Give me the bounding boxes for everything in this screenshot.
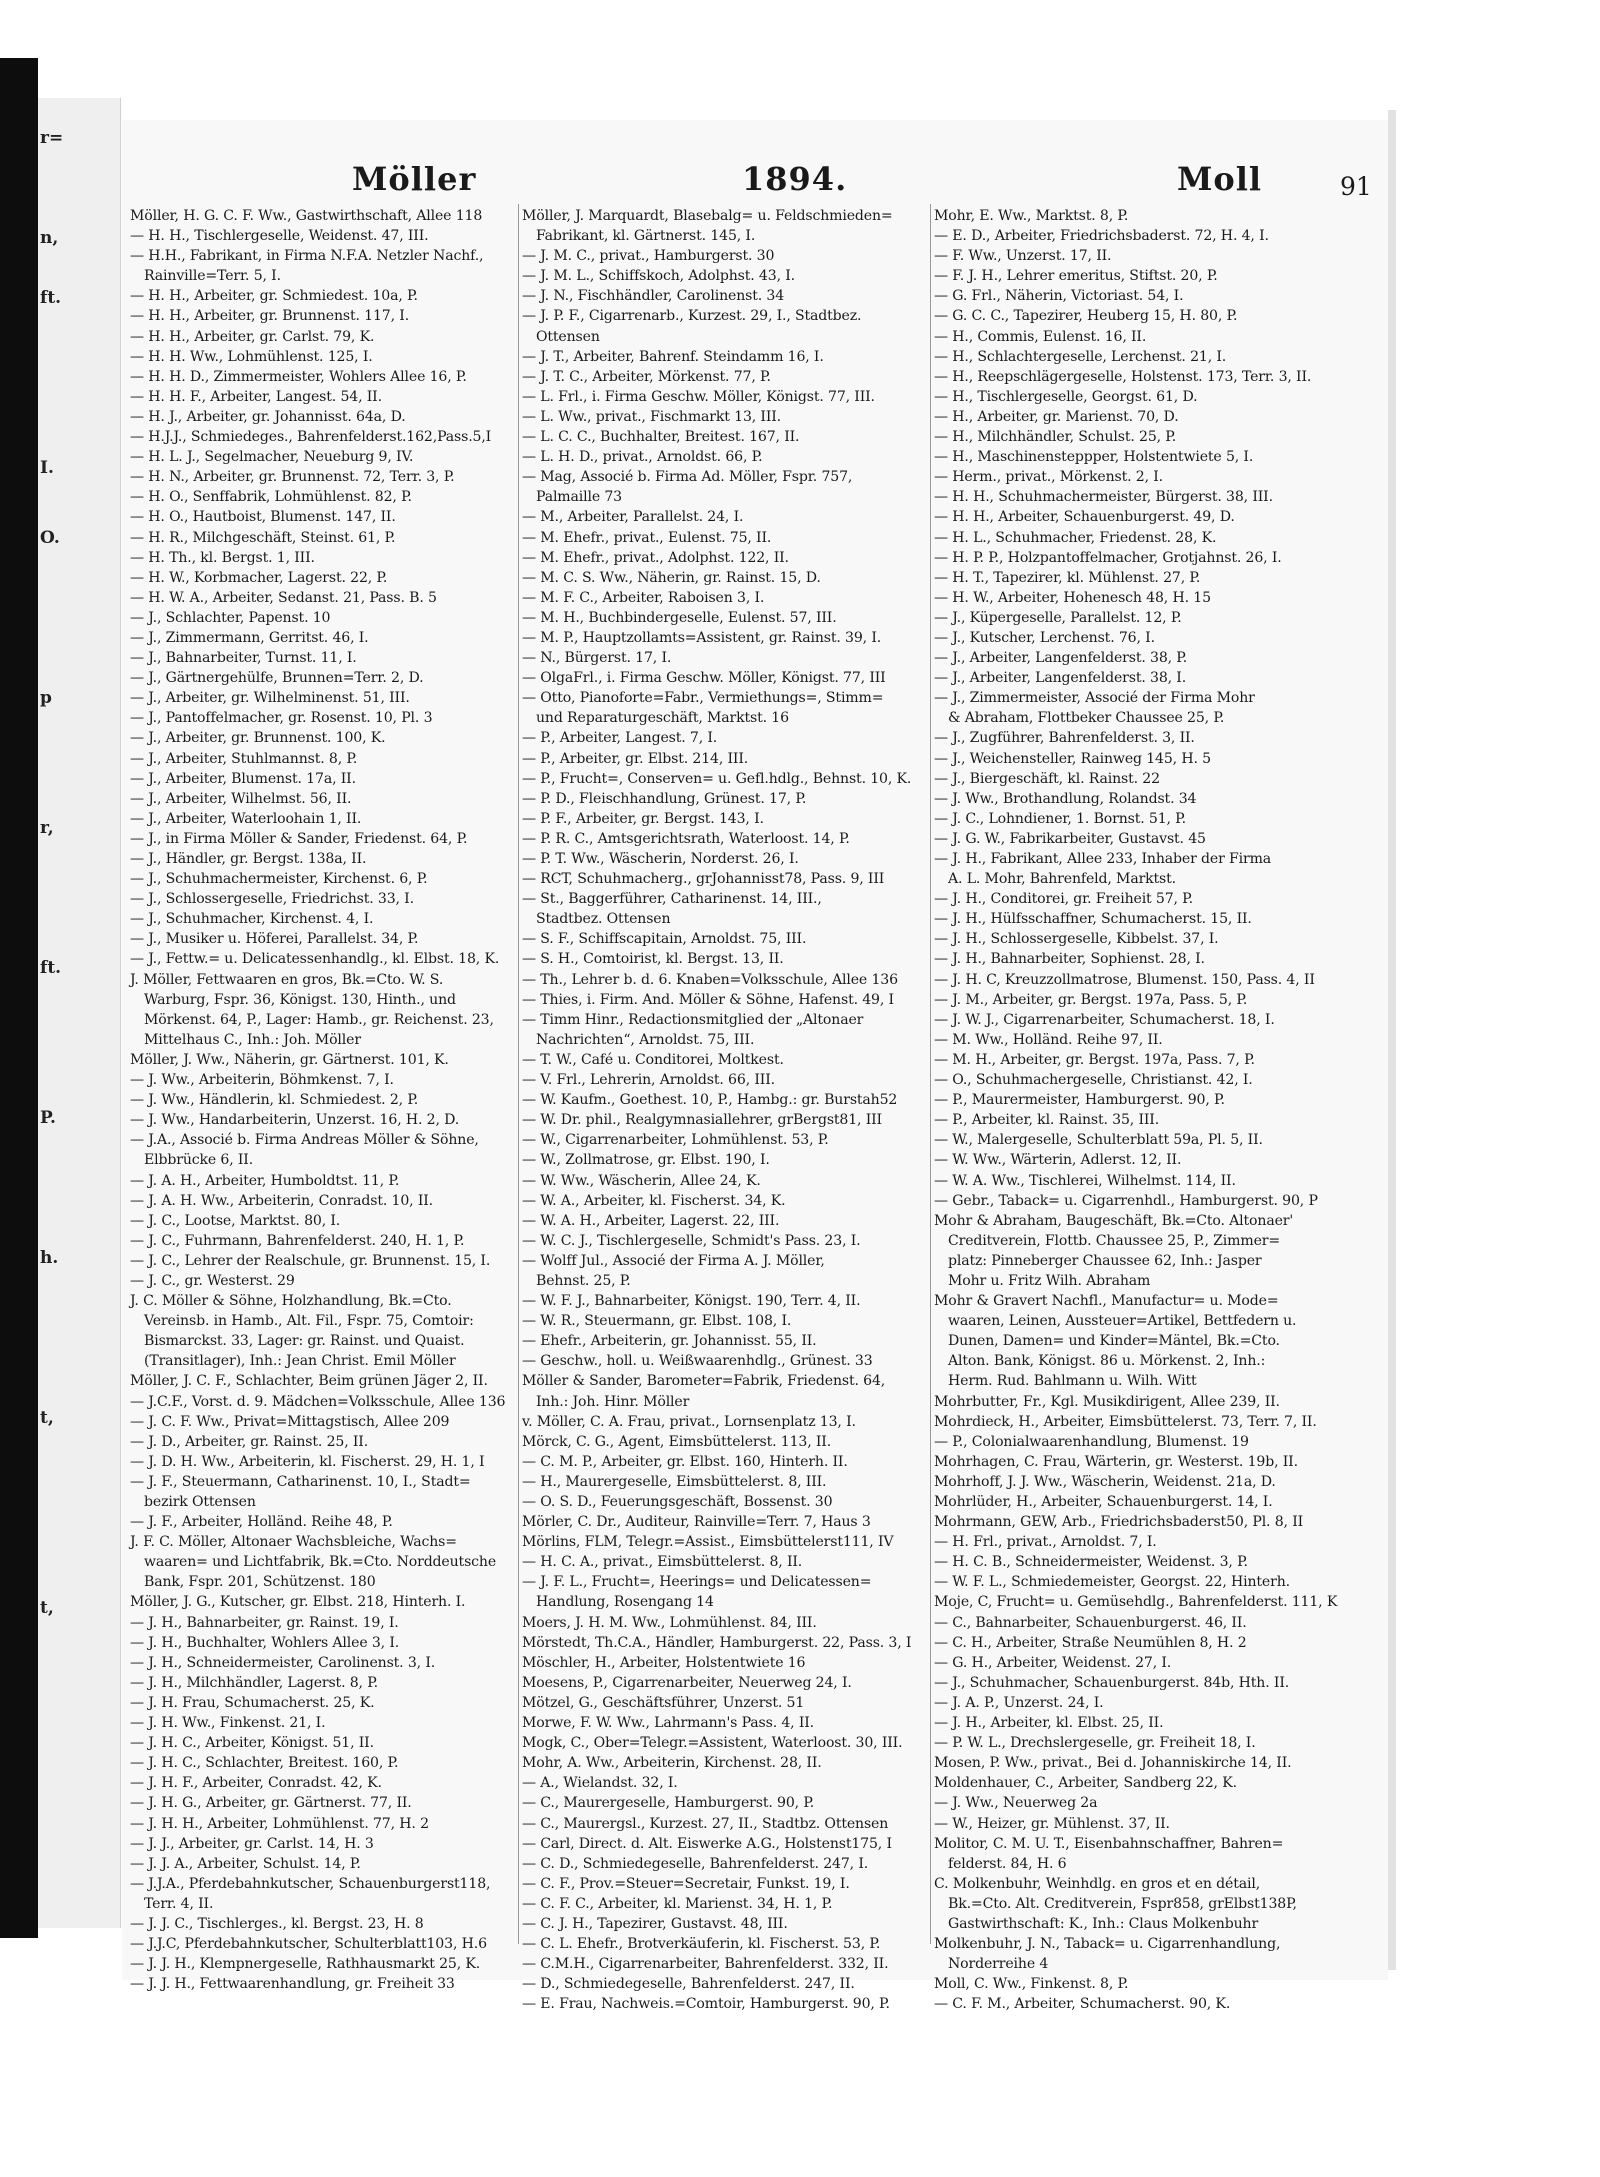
directory-entry: — J. Ww., Händlerin, kl. Schmiedest. 2, P.	[130, 1092, 419, 1109]
directory-entry: — J. H., Conditorei, gr. Freiheit 57, P.	[934, 891, 1193, 908]
directory-entry: — T. W., Café u. Conditorei, Moltkest.	[522, 1051, 784, 1068]
directory-entry: Dunen, Damen= und Kinder=Mäntel, Bk.=Cto.	[948, 1333, 1280, 1350]
directory-entry: Mörlins, FLM, Telegr.=Assist., Eimsbüttelerst111, IV	[522, 1534, 894, 1551]
directory-entry: Ottensen	[536, 328, 600, 345]
directory-entry: — H., Arbeiter, gr. Marienst. 70, D.	[934, 408, 1179, 425]
directory-entry: — Otto, Pianoforte=Fabr., Vermiethungs=, Stimm=	[522, 690, 884, 707]
directory-entry: — W. A. H., Arbeiter, Lagerst. 22, III.	[522, 1212, 780, 1229]
directory-entry: — Geschw., holl. u. Weißwaarenhdlg., Grünest. 33	[522, 1353, 873, 1370]
directory-entry: — J. H., Buchhalter, Wohlers Allee 3, I.	[130, 1634, 400, 1651]
directory-entry: — W. F. L., Schmiedemeister, Georgst. 22, Hinterh.	[934, 1574, 1290, 1591]
directory-entry: — J., Fettw.= u. Delicatessenhandlg., kl. Elbst. 18, K.	[130, 951, 500, 968]
directory-entry: — J., Schlachter, Papenst. 10	[130, 609, 331, 626]
directory-entry: — J. H., Arbeiter, kl. Elbst. 25, II.	[934, 1715, 1164, 1732]
directory-entry: — J., Arbeiter, Blumenst. 17a, II.	[130, 770, 356, 787]
directory-entry: Bismarckst. 33, Lager: gr. Rainst. und Quaist.	[144, 1333, 465, 1350]
directory-entry: — H. L. J., Segelmacher, Neueburg 9, IV.	[130, 449, 414, 466]
directory-entry: — RCT, Schuhmacherg., grJohannisst78, Pass. 9, III	[522, 871, 885, 888]
directory-entry: — J., Zimmermeister, Associé der Firma Mohr	[934, 690, 1255, 707]
directory-entry: — C. F., Prov.=Steuer=Secretair, Funkst. 19, I.	[522, 1875, 850, 1892]
directory-entry: — J. T., Arbeiter, Bahrenf. Steindamm 16, I.	[522, 348, 824, 365]
directory-entry: — C. F. C., Arbeiter, kl. Marienst. 34, H. 1, P.	[522, 1895, 833, 1912]
directory-entry: Molitor, C. M. U. T., Eisenbahnschaffner, Bahren=	[934, 1835, 1284, 1852]
directory-entry: — J. F., Arbeiter, Holländ. Reihe 48, P.	[130, 1514, 393, 1531]
directory-entry: — H. H., Arbeiter, gr. Schmiedest. 10a, P.	[130, 288, 418, 305]
directory-entry: — H. R., Milchgeschäft, Steinst. 61, P.	[130, 529, 396, 546]
directory-entry: — J. H., Bahnarbeiter, Sophienst. 28, I.	[934, 951, 1205, 968]
directory-entry: — J., Arbeiter, gr. Wilhelminenst. 51, III.	[130, 690, 410, 707]
directory-entry: Mohrlüder, H., Arbeiter, Schauenburgerst. 14, I.	[934, 1494, 1273, 1510]
directory-entry: — J., Arbeiter, Wilhelmst. 56, II.	[130, 790, 352, 807]
directory-entry: — J. Ww., Handarbeiterin, Unzerst. 16, H. 2, D.	[130, 1112, 460, 1129]
directory-entry: — S. H., Comtoirist, kl. Bergst. 13, II.	[522, 951, 784, 968]
directory-entry: — J. C., Lootse, Marktst. 80, I.	[130, 1212, 341, 1229]
directory-entry: — J.A., Associé b. Firma Andreas Möller & Söhne,	[130, 1132, 479, 1149]
directory-entry: Möller, H. G. C. F. Ww., Gastwirthschaft, Allee 118	[130, 208, 483, 224]
directory-entry: — E. D., Arbeiter, Friedrichsbaderst. 72, H. 4, I.	[934, 228, 1269, 245]
directory-entry: — C. J. H., Tapezirer, Gustavst. 48, III.	[522, 1915, 788, 1932]
directory-entry: — H. H., Arbeiter, gr. Carlst. 79, K.	[130, 328, 375, 345]
directory-entry: — J. M., Arbeiter, gr. Bergst. 197a, Pass. 5, P.	[934, 991, 1248, 1008]
directory-entry: — J., Küpergeselle, Parallelst. 12, P.	[934, 609, 1182, 626]
directory-entry: J. F. C. Möller, Altonaer Wachsbleiche, Wachs=	[130, 1534, 457, 1551]
directory-entry: Mörkenst. 64, P., Lager: Hamb., gr. Reichenst. 23,	[144, 1011, 494, 1028]
previous-page-fragment: n,	[40, 228, 59, 248]
directory-entry: — H. C. A., privat., Eimsbüttelerst. 8, II.	[522, 1554, 803, 1571]
directory-entry: — J. H. C., Schlachter, Breitest. 160, P.	[130, 1755, 399, 1772]
page-edge	[1388, 110, 1396, 1970]
directory-entry: Möller & Sander, Barometer=Fabrik, Friedenst. 64,	[522, 1373, 886, 1390]
directory-entry: — J. A. H. Ww., Arbeiterin, Conradst. 10, II.	[130, 1192, 433, 1209]
directory-entry: — J., Arbeiter, Waterloohain 1, II.	[130, 810, 362, 827]
directory-entry: — J., Arbeiter, Langenfelderst. 38, I.	[934, 670, 1187, 687]
directory-entry: — H. H. D., Zimmermeister, Wohlers Allee 16, P.	[130, 368, 467, 385]
directory-entry: — J., Schlossergeselle, Friedrichst. 33, I.	[130, 891, 414, 908]
directory-entry: — J. H., Schlossergeselle, Kibbelst. 37, I.	[934, 931, 1219, 948]
directory-entry: — C. D., Schmiedegeselle, Bahrenfelderst. 247, I.	[522, 1855, 869, 1872]
directory-entry: Morwe, F. W. Ww., Lahrmann's Pass. 4, II.	[522, 1715, 815, 1732]
directory-entry: Bk.=Cto. Alt. Creditverein, Fspr858, grElbst138P,	[948, 1895, 1297, 1912]
directory-entry: Moll, C. Ww., Finkenst. 8, P.	[934, 1976, 1129, 1993]
directory-entry: — G. Frl., Näherin, Victoriast. 54, I.	[934, 288, 1184, 305]
directory-entry: — E. Frau, Nachweis.=Comtoir, Hamburgerst. 90, P.	[522, 1996, 890, 2013]
directory-entry: Moers, J. H. M. Ww., Lohmühlenst. 84, III.	[522, 1614, 817, 1631]
directory-entry: Terr. 4, II.	[144, 1895, 214, 1912]
directory-entry: — J. J. C., Tischlerges., kl. Bergst. 23, H. 8	[130, 1915, 424, 1932]
directory-entry: — H. C. B., Schneidermeister, Weidenst. 3, P.	[934, 1554, 1248, 1571]
directory-entry: — H.J.J., Schmiedeges., Bahrenfelderst.162,Pass.5,I	[130, 429, 492, 446]
directory-entry: — W. Dr. phil., Realgymnasiallehrer, grBergst81, III	[522, 1112, 882, 1129]
directory-entry: Moldenhauer, C., Arbeiter, Sandberg 22, K.	[934, 1775, 1237, 1792]
directory-entry: — H. Frl., privat., Arnoldst. 7, I.	[934, 1534, 1157, 1551]
directory-entry: Mohr & Abraham, Baugeschäft, Bk.=Cto. Altonaer'	[934, 1212, 1294, 1229]
directory-entry: — J., Bahnarbeiter, Turnst. 11, I.	[130, 650, 357, 667]
directory-entry: — G. C. C., Tapezirer, Heuberg 15, H. 80, P.	[934, 308, 1238, 325]
directory-entry: — J. Ww., Brothandlung, Rolandst. 34	[934, 790, 1197, 807]
directory-entry: — H., Maschinensteppper, Holstentwiete 5, I.	[934, 449, 1254, 466]
directory-entry: — H., Tischlergeselle, Georgst. 61, D.	[934, 388, 1198, 405]
directory-entry: — H. H. F., Arbeiter, Langest. 54, II.	[130, 388, 382, 405]
directory-entry: — H., Reepschlägergeselle, Holstenst. 173, Terr. 3, II.	[934, 368, 1312, 385]
directory-entry: — J. C., Fuhrmann, Bahrenfelderst. 240, H. 1, P.	[130, 1232, 465, 1249]
directory-entry: — J. H. C, Kreuzzollmatrose, Blumenst. 150, Pass. 4, II	[934, 971, 1315, 988]
directory-entry: Handlung, Rosengang 14	[536, 1594, 714, 1611]
directory-entry: — J., Kutscher, Lerchenst. 76, I.	[934, 629, 1155, 646]
directory-entry: und Reparaturgeschäft, Marktst. 16	[536, 710, 789, 727]
scanner-border	[0, 58, 38, 1938]
directory-entry: — J. H. H., Arbeiter, Lohmühlenst. 77, H. 2	[130, 1815, 429, 1832]
directory-entry: Mohr, A. Ww., Arbeiterin, Kirchenst. 28, II.	[522, 1755, 822, 1772]
directory-entry: — P., Colonialwaarenhandlung, Blumenst. 19	[934, 1433, 1249, 1450]
directory-entry: — Carl, Direct. d. Alt. Eiswerke A.G., Holstenst175, I	[522, 1835, 892, 1852]
directory-entry: — H. O., Senffabrik, Lohmühlenst. 82, P.	[130, 489, 412, 506]
directory-entry: (Transitlager), Inh.: Jean Christ. Emil Möller	[144, 1353, 456, 1370]
directory-entry: Mohrhagen, C. Frau, Wärterin, gr. Westerst. 19b, II.	[934, 1453, 1298, 1470]
directory-entry: — J. M. L., Schiffskoch, Adolphst. 43, I.	[522, 268, 795, 285]
directory-entry: Mörstedt, Th.C.A., Händler, Hamburgerst. 22, Pass. 3, I	[522, 1634, 912, 1651]
directory-entry: — J. J. A., Arbeiter, Schulst. 14, P.	[130, 1855, 361, 1872]
directory-entry: — J., Musiker u. Höferei, Parallelst. 34, P.	[130, 931, 419, 948]
directory-entry: — J. F., Steuermann, Catharinenst. 10, I., Stadt=	[130, 1473, 471, 1490]
directory-entry: platz: Pinneberger Chaussee 62, Inh.: Jasper	[948, 1252, 1262, 1269]
directory-entry: — W. F. J., Bahnarbeiter, Königst. 190, Terr. 4, II.	[522, 1293, 861, 1310]
directory-entry: — O. S. D., Feuerungsgeschäft, Bossenst. 30	[522, 1494, 833, 1510]
directory-entry: — OlgaFrl., i. Firma Geschw. Möller, Königst. 77, III	[522, 670, 886, 687]
directory-entry: & Abraham, Flottbeker Chaussee 25, P.	[948, 710, 1225, 727]
directory-entry: Möller, J. C. F., Schlachter, Beim grünen Jäger 2, II.	[130, 1373, 488, 1390]
directory-entry: — Mag, Associé b. Firma Ad. Möller, Fspr. 757,	[522, 469, 853, 486]
directory-entry: Mohrmann, GEW, Arb., Friedrichsbaderst50, Pl. 8, II	[934, 1514, 1304, 1531]
directory-entry: Möller, J. Marquardt, Blasebalg= u. Feldschmieden=	[522, 208, 893, 224]
directory-entry: — Gebr., Taback= u. Cigarrenhdl., Hamburgerst. 90, P	[934, 1192, 1318, 1209]
directory-entry: — L. Frl., i. Firma Geschw. Möller, Königst. 77, III.	[522, 388, 875, 405]
directory-entry: — J. C. F. Ww., Privat=Mittagstisch, Allee 209	[130, 1413, 450, 1430]
directory-entry: Creditverein, Flottb. Chaussee 25, P., Zimmer=	[948, 1232, 1281, 1249]
directory-entry: — C., Maurergeselle, Hamburgerst. 90, P.	[522, 1795, 815, 1812]
directory-entry: — J. J. H., Klempnergeselle, Rathhausmarkt 25, K.	[130, 1956, 481, 1973]
directory-page	[122, 120, 1388, 2013]
directory-entry: — F. J. H., Lehrer emeritus, Stiftst. 20, P.	[934, 268, 1218, 285]
directory-entry: — P., Frucht=, Conserven= u. Gefl.hdlg., Behnst. 10, K.	[522, 770, 912, 787]
directory-entry: Möschler, H., Arbeiter, Holstentwiete 16	[522, 1654, 806, 1671]
directory-entry: — J. H., Hülfsschaffner, Schumacherst. 15, II.	[934, 911, 1252, 928]
directory-entry: — Th., Lehrer b. d. 6. Knaben=Volksschule, Allee 136	[522, 971, 898, 988]
directory-entry: — H. H., Schuhmachermeister, Bürgerst. 38, III.	[934, 489, 1273, 506]
directory-entry: — J., Schuhmacher, Kirchenst. 4, I.	[130, 911, 374, 928]
directory-entry: — J., Biergeschäft, kl. Rainst. 22	[934, 770, 1160, 787]
column-3	[934, 206, 1360, 2013]
directory-entry: — H. T., Tapezirer, kl. Mühlenst. 27, P.	[934, 569, 1201, 586]
directory-entry: — W., Zollmatrose, gr. Elbst. 190, I.	[522, 1152, 770, 1169]
directory-entry: Mogk, C., Ober=Telegr.=Assistent, Waterloost. 30, III.	[522, 1735, 903, 1752]
directory-entry: Palmaille 73	[536, 489, 623, 506]
directory-entry: C. Molkenbuhr, Weinhdlg. en gros et en détail,	[934, 1875, 1261, 1892]
directory-entry: — H. O., Hautboist, Blumenst. 147, II.	[130, 509, 396, 526]
directory-entry: — L. Ww., privat., Fischmarkt 13, III.	[522, 408, 781, 425]
page-number: 91	[1340, 172, 1372, 201]
directory-entry: — W. R., Steuermann, gr. Elbst. 108, I.	[522, 1313, 792, 1330]
directory-entry: — H. J., Arbeiter, gr. Johannisst. 64a, D.	[130, 408, 406, 425]
directory-entry: — P., Arbeiter, kl. Rainst. 35, III.	[934, 1112, 1160, 1129]
directory-entry: Alton. Bank, Königst. 86 u. Mörkenst. 2, Inh.:	[948, 1353, 1266, 1370]
directory-entry: — M. Ehefr., privat., Eulenst. 75, II.	[522, 529, 772, 546]
directory-entry: — H. H., Tischlergeselle, Weidenst. 47, III.	[130, 228, 429, 245]
directory-entry: Gastwirthschaft: K., Inh.: Claus Molkenbuhr	[948, 1915, 1259, 1932]
directory-entry: Mohrhoff, J. J. Ww., Wäscherin, Weidenst. 21a, D.	[934, 1473, 1276, 1490]
directory-entry: — G. H., Arbeiter, Weidenst. 27, I.	[934, 1654, 1172, 1671]
directory-entry: — J., Zugführer, Bahrenfelderst. 3, II.	[934, 730, 1195, 747]
directory-entry: — J. H., Schneidermeister, Carolinenst. 3, I.	[130, 1654, 436, 1671]
directory-entry: bezirk Ottensen	[144, 1494, 256, 1510]
directory-entry: — H. W., Arbeiter, Hohenesch 48, H. 15	[934, 589, 1211, 606]
directory-entry: — M. H., Arbeiter, gr. Bergst. 197a, Pass. 7, P.	[934, 1051, 1255, 1068]
directory-entry: — H., Milchhändler, Schulst. 25, P.	[934, 429, 1177, 446]
directory-entry: Herm. Rud. Bahlmann u. Wilh. Witt	[948, 1373, 1197, 1390]
directory-entry: — W. Ww., Wärterin, Adlerst. 12, II.	[934, 1152, 1182, 1169]
directory-entry: — J. N., Fischhändler, Carolinenst. 34	[522, 288, 785, 305]
previous-page-fragment: r,	[40, 818, 54, 838]
directory-entry: waaren, Leinen, Aussteuer=Artikel, Bettfedern u.	[948, 1313, 1297, 1330]
directory-entry: Mohr & Gravert Nachfl., Manufactur= u. Mode=	[934, 1293, 1279, 1310]
directory-entry: Möller, J. Ww., Näherin, gr. Gärtnerst. 101, K.	[130, 1051, 449, 1068]
directory-entry: — H. H., Arbeiter, gr. Brunnenst. 117, I.	[130, 308, 410, 325]
previous-page-fragment: I.	[40, 458, 54, 478]
directory-entry: — C., Maurergsl., Kurzest. 27, II., Stadtbz. Ottensen	[522, 1815, 889, 1832]
directory-entry: — J., in Firma Möller & Sander, Friedenst. 64, P.	[130, 830, 468, 847]
directory-entry: — J. J. H., Fettwaarenhandlung, gr. Freiheit 33	[130, 1976, 455, 1993]
previous-page-fragment: ft.	[40, 288, 62, 308]
directory-entry: Elbbrücke 6, II.	[144, 1152, 254, 1169]
directory-entry: Mörler, C. Dr., Auditeur, Rainville=Terr. 7, Haus 3	[522, 1514, 871, 1531]
directory-entry: — St., Baggerführer, Catharinenst. 14, III.,	[522, 891, 822, 908]
directory-entry: — J. C., gr. Westerst. 29	[130, 1272, 295, 1289]
directory-entry: Stadtbez. Ottensen	[536, 911, 671, 928]
directory-entry: — D., Schmiedegeselle, Bahrenfelderst. 247, II.	[522, 1976, 855, 1993]
directory-entry: — J. H. F., Arbeiter, Conradst. 42, K.	[130, 1775, 382, 1792]
column-1	[130, 206, 514, 1993]
directory-entry: — L. C. C., Buchhalter, Breitest. 167, II.	[522, 429, 800, 446]
directory-entry: — H. W., Korbmacher, Lagerst. 22, P.	[130, 569, 388, 586]
directory-entry: — J. D., Arbeiter, gr. Rainst. 25, II.	[130, 1433, 369, 1450]
directory-entry: Warburg, Fspr. 36, Königst. 130, Hinth., und	[144, 991, 456, 1008]
previous-page-fragment: r=	[40, 128, 64, 148]
directory-entry: — P. F., Arbeiter, gr. Bergst. 143, I.	[522, 810, 764, 827]
directory-entry: — J.J.C, Pferdebahnkutscher, Schulterblatt103, H.6	[130, 1936, 487, 1953]
directory-entry: — A., Wielandst. 32, I.	[522, 1775, 678, 1792]
directory-entry: — J., Arbeiter, Langenfelderst. 38, P.	[934, 650, 1188, 667]
directory-entry: — H.H., Fabrikant, in Firma N.F.A. Netzler Nachf.,	[130, 248, 484, 265]
directory-entry: — H., Commis, Eulenst. 16, II.	[934, 328, 1147, 345]
directory-entry: — Timm Hinr., Redactionsmitglied der „Altonaer	[522, 1011, 864, 1028]
previous-page-fragment: P.	[40, 1108, 56, 1128]
directory-entry: — J. C., Lohndiener, 1. Bornst. 51, P.	[934, 810, 1186, 827]
previous-page-fragment: ft.	[40, 958, 62, 978]
running-head-right: Moll	[1177, 160, 1263, 198]
directory-entry: — J., Zimmermann, Gerritst. 46, I.	[130, 629, 369, 646]
directory-entry: — W. A. Ww., Tischlerei, Wilhelmst. 114, II.	[934, 1172, 1236, 1189]
directory-entry: — C. F. M., Arbeiter, Schumacherst. 90, K.	[934, 1996, 1231, 2013]
directory-entry: — J. P. F., Cigarrenarb., Kurzest. 29, I., Stadtbez.	[522, 308, 862, 325]
directory-entry: Fabrikant, kl. Gärtnerst. 145, I.	[536, 228, 756, 245]
column-divider	[518, 204, 519, 1944]
column-divider	[930, 204, 931, 1944]
directory-entry: — Wolff Jul., Associé der Firma A. J. Möller,	[522, 1252, 825, 1269]
directory-entry: Mosen, P. Ww., privat., Bei d. Johanniskirche 14, II.	[934, 1755, 1292, 1772]
directory-entry: Mohr u. Fritz Wilh. Abraham	[948, 1272, 1151, 1289]
directory-entry: — M. H., Buchbindergeselle, Eulenst. 57, III.	[522, 609, 837, 626]
directory-entry: — J. G. W., Fabrikarbeiter, Gustavst. 45	[934, 830, 1206, 847]
directory-entry: — J. F. L., Frucht=, Heerings= und Delicatessen=	[522, 1574, 872, 1591]
directory-entry: Vereinsb. in Hamb., Alt. Fil., Fspr. 75, Comtoir:	[144, 1313, 474, 1330]
previous-page-fragment: h.	[40, 1248, 59, 1268]
directory-entry: Mohr, E. Ww., Marktst. 8, P.	[934, 208, 1129, 224]
directory-entry: — M. Ehefr., privat., Adolphst. 122, II.	[522, 549, 789, 566]
directory-entry: Behnst. 25, P.	[536, 1272, 631, 1289]
directory-entry: — J. T. C., Arbeiter, Mörkenst. 77, P.	[522, 368, 771, 385]
directory-entry: — J. H. C., Arbeiter, Königst. 51, II.	[130, 1735, 374, 1752]
directory-entry: J. C. Möller & Söhne, Holzhandlung, Bk.=Cto.	[130, 1293, 452, 1310]
directory-entry: Mittelhaus C., Inh.: Joh. Möller	[144, 1031, 361, 1048]
directory-entry: — C. H., Arbeiter, Straße Neumühlen 8, H. 2	[934, 1634, 1247, 1651]
running-head-left: Möller	[352, 160, 477, 198]
directory-entry: — J. H., Milchhändler, Lagerst. 8, P.	[130, 1674, 379, 1691]
directory-entry: — P., Arbeiter, gr. Elbst. 214, III.	[522, 750, 749, 767]
directory-entry: — J., Schuhmachermeister, Kirchenst. 6, P.	[130, 871, 428, 888]
directory-entry: — M. F. C., Arbeiter, Raboisen 3, I.	[522, 589, 765, 606]
directory-entry: — J., Arbeiter, Stuhlmannst. 8, P.	[130, 750, 358, 767]
previous-page-fragment: O.	[40, 528, 60, 548]
directory-entry: — M., Arbeiter, Parallelst. 24, I.	[522, 509, 744, 526]
directory-entry: — J. A. P., Unzerst. 24, I.	[934, 1694, 1104, 1711]
directory-entry: — J. H., Fabrikant, Allee 233, Inhaber der Firma	[934, 851, 1272, 867]
directory-entry: — Ehefr., Arbeiterin, gr. Johannisst. 55, II.	[522, 1333, 817, 1350]
directory-entry: Mörck, C. G., Agent, Eimsbüttelerst. 113, II.	[522, 1433, 832, 1450]
directory-entry: — J. H. G., Arbeiter, gr. Gärtnerst. 77, II.	[130, 1795, 412, 1812]
directory-entry: Molkenbuhr, J. N., Taback= u. Cigarrenhandlung,	[934, 1936, 1281, 1953]
directory-entry: — S. F., Schiffscapitain, Arnoldst. 75, III.	[522, 931, 807, 948]
directory-entry: Rainville=Terr. 5, I.	[144, 268, 281, 285]
directory-entry: — H., Maurergeselle, Eimsbüttelerst. 8, III.	[522, 1473, 827, 1490]
directory-entry: — J., Gärtnergehülfe, Brunnen=Terr. 2, D.	[130, 670, 424, 687]
directory-entry: — H. Th., kl. Bergst. 1, III.	[130, 549, 315, 566]
directory-entry: — H. W. A., Arbeiter, Sedanst. 21, Pass. B. 5	[130, 589, 437, 606]
directory-entry: — C. L. Ehefr., Brotverkäuferin, kl. Fischerst. 53, P.	[522, 1936, 881, 1953]
directory-entry: — C., Bahnarbeiter, Schauenburgerst. 46, II.	[934, 1614, 1247, 1631]
directory-entry: — J.J.A., Pferdebahnkutscher, Schauenburgerst118,	[130, 1875, 491, 1892]
directory-entry: — J. W. J., Cigarrenarbeiter, Schumacherst. 18, I.	[934, 1011, 1275, 1028]
previous-page-fragment: t,	[40, 1408, 54, 1428]
directory-entry: — J., Händler, gr. Bergst. 138a, II.	[130, 851, 367, 867]
directory-entry: — J. M. C., privat., Hamburgerst. 30	[522, 248, 775, 265]
previous-page-fragment: p	[40, 688, 52, 708]
directory-entry: — J., Weichensteller, Rainweg 145, H. 5	[934, 750, 1211, 767]
directory-entry: — J. A. H., Arbeiter, Humboldtst. 11, P.	[130, 1172, 400, 1189]
directory-entry: — J. H., Bahnarbeiter, gr. Rainst. 19, I.	[130, 1614, 399, 1631]
directory-entry: — P. R. C., Amtsgerichtsrath, Waterloost. 14, P.	[522, 830, 850, 847]
directory-entry: — H. H. Ww., Lohmühlenst. 125, I.	[130, 348, 373, 365]
directory-entry: — J., Arbeiter, gr. Brunnenst. 100, K.	[130, 730, 386, 747]
directory-entry: Moesens, P., Cigarrenarbeiter, Neuerweg 24, I.	[522, 1674, 852, 1691]
directory-entry: — M. Ww., Holländ. Reihe 97, II.	[934, 1031, 1163, 1048]
directory-entry: — P., Arbeiter, Langest. 7, I.	[522, 730, 718, 747]
directory-entry: — W. C. J., Tischlergeselle, Schmidt's Pass. 23, I.	[522, 1232, 861, 1249]
directory-entry: — H. L., Schuhmacher, Friedenst. 28, K.	[934, 529, 1217, 546]
directory-entry: — W., Cigarrenarbeiter, Lohmühlenst. 53, P.	[522, 1132, 829, 1149]
directory-entry: v. Möller, C. A. Frau, privat., Lornsenplatz 13, I.	[522, 1413, 856, 1430]
directory-entry: A. L. Mohr, Bahrenfeld, Marktst.	[948, 871, 1176, 888]
directory-entry: — W. A., Arbeiter, kl. Fischerst. 34, K.	[522, 1192, 786, 1209]
directory-entry: — V. Frl., Lehrerin, Arnoldst. 66, III.	[522, 1072, 775, 1089]
directory-entry: — J. Ww., Neuerweg 2a	[934, 1795, 1098, 1812]
directory-entry: waaren= und Lichtfabrik, Bk.=Cto. Norddeutsche	[144, 1554, 497, 1571]
directory-entry: — L. H. D., privat., Arnoldst. 66, P.	[522, 449, 763, 466]
directory-entry: — W. Ww., Wäscherin, Allee 24, K.	[522, 1172, 761, 1189]
column-2	[522, 206, 926, 2013]
directory-entry: — J. D. H. Ww., Arbeiterin, kl. Fischerst. 29, H. 1, I	[130, 1453, 485, 1470]
directory-entry: — H. P. P., Holzpantoffelmacher, Grotjahnst. 26, I.	[934, 549, 1282, 566]
previous-page-fragment: t,	[40, 1598, 54, 1618]
directory-entry: — W. Kaufm., Goethest. 10, P., Hambg.: gr. Burstah52	[522, 1092, 898, 1109]
directory-entry: — J. J., Arbeiter, gr. Carlst. 14, H. 3	[130, 1835, 374, 1852]
previous-page-margin	[38, 98, 121, 1928]
directory-entry: — H., Schlachtergeselle, Lerchenst. 21, I.	[934, 348, 1227, 365]
directory-entry: J. Möller, Fettwaaren en gros, Bk.=Cto. W. S.	[130, 971, 444, 988]
directory-entry: — W., Heizer, gr. Mühlenst. 37, II.	[934, 1815, 1170, 1832]
directory-entry: — Herm., privat., Mörkenst. 2, I.	[934, 469, 1163, 486]
directory-entry: — Thies, i. Firm. And. Möller & Söhne, Hafenst. 49, I	[522, 991, 894, 1008]
directory-entry: — F. Ww., Unzerst. 17, II.	[934, 248, 1112, 265]
directory-entry: — J. C., Lehrer der Realschule, gr. Brunnenst. 15, I.	[130, 1252, 491, 1269]
directory-entry: — C.M.H., Cigarrenarbeiter, Bahrenfelderst. 332, II.	[522, 1956, 889, 1973]
directory-entry: Norderreihe 4	[948, 1956, 1049, 1973]
directory-entry: — O., Schuhmachergeselle, Christianst. 42, I.	[934, 1072, 1253, 1089]
directory-entry: — W., Malergeselle, Schulterblatt 59a, Pl. 5, II.	[934, 1132, 1263, 1149]
directory-entry: Moje, C, Frucht= u. Gemüsehdlg., Bahrenfelderst. 111, K	[934, 1594, 1338, 1611]
directory-entry: — P., Maurermeister, Hamburgerst. 90, P.	[934, 1092, 1225, 1109]
directory-entry: — J., Schuhmacher, Schauenburgerst. 84b, Hth. II.	[934, 1674, 1290, 1691]
directory-entry: — M. C. S. Ww., Näherin, gr. Rainst. 15, D.	[522, 569, 821, 586]
directory-entry: Mötzel, G., Geschäftsführer, Unzerst. 51	[522, 1694, 805, 1711]
directory-entry: Mohrdieck, H., Arbeiter, Eimsbüttelerst. 73, Terr. 7, II.	[934, 1413, 1317, 1430]
directory-entry: — C. M. P., Arbeiter, gr. Elbst. 160, Hinterh. II.	[522, 1453, 848, 1470]
directory-entry: — P. D., Fleischhandlung, Grünest. 17, P.	[522, 790, 807, 807]
directory-entry: Bank, Fspr. 201, Schützenst. 180	[144, 1574, 376, 1591]
directory-entry: — J. H. Ww., Finkenst. 21, I.	[130, 1715, 326, 1732]
directory-entry: — P. W. L., Drechslergeselle, gr. Freiheit 18, I.	[934, 1735, 1256, 1752]
directory-entry: Mohrbutter, Fr., Kgl. Musikdirigent, Allee 239, II.	[934, 1393, 1280, 1410]
directory-entry: Nachrichten“, Arnoldst. 75, III.	[536, 1031, 755, 1048]
directory-entry: — N., Bürgerst. 17, I.	[522, 650, 672, 667]
directory-entry: — J.C.F., Vorst. d. 9. Mädchen=Volksschule, Allee 136	[130, 1393, 506, 1410]
directory-entry: — J. H. Frau, Schumacherst. 25, K.	[130, 1694, 375, 1711]
directory-entry: — M. P., Hauptzollamts=Assistent, gr. Rainst. 39, I.	[522, 629, 882, 646]
directory-entry: Inh.: Joh. Hinr. Möller	[536, 1393, 690, 1410]
directory-entry: — H. H., Arbeiter, Schauenburgerst. 49, D.	[934, 509, 1235, 526]
directory-entry: — P. T. Ww., Wäscherin, Norderst. 26, I.	[522, 851, 799, 867]
running-head-year: 1894.	[742, 160, 848, 198]
directory-entry: felderst. 84, H. 6	[948, 1855, 1067, 1872]
directory-entry: — J. Ww., Arbeiterin, Böhmkenst. 7, I.	[130, 1072, 394, 1089]
directory-entry: — H. N., Arbeiter, gr. Brunnenst. 72, Terr. 3, P.	[130, 469, 455, 486]
directory-entry: — J., Pantoffelmacher, gr. Rosenst. 10, Pl. 3	[130, 710, 433, 727]
directory-entry: Möller, J. G., Kutscher, gr. Elbst. 218, Hinterh. I.	[130, 1594, 466, 1611]
